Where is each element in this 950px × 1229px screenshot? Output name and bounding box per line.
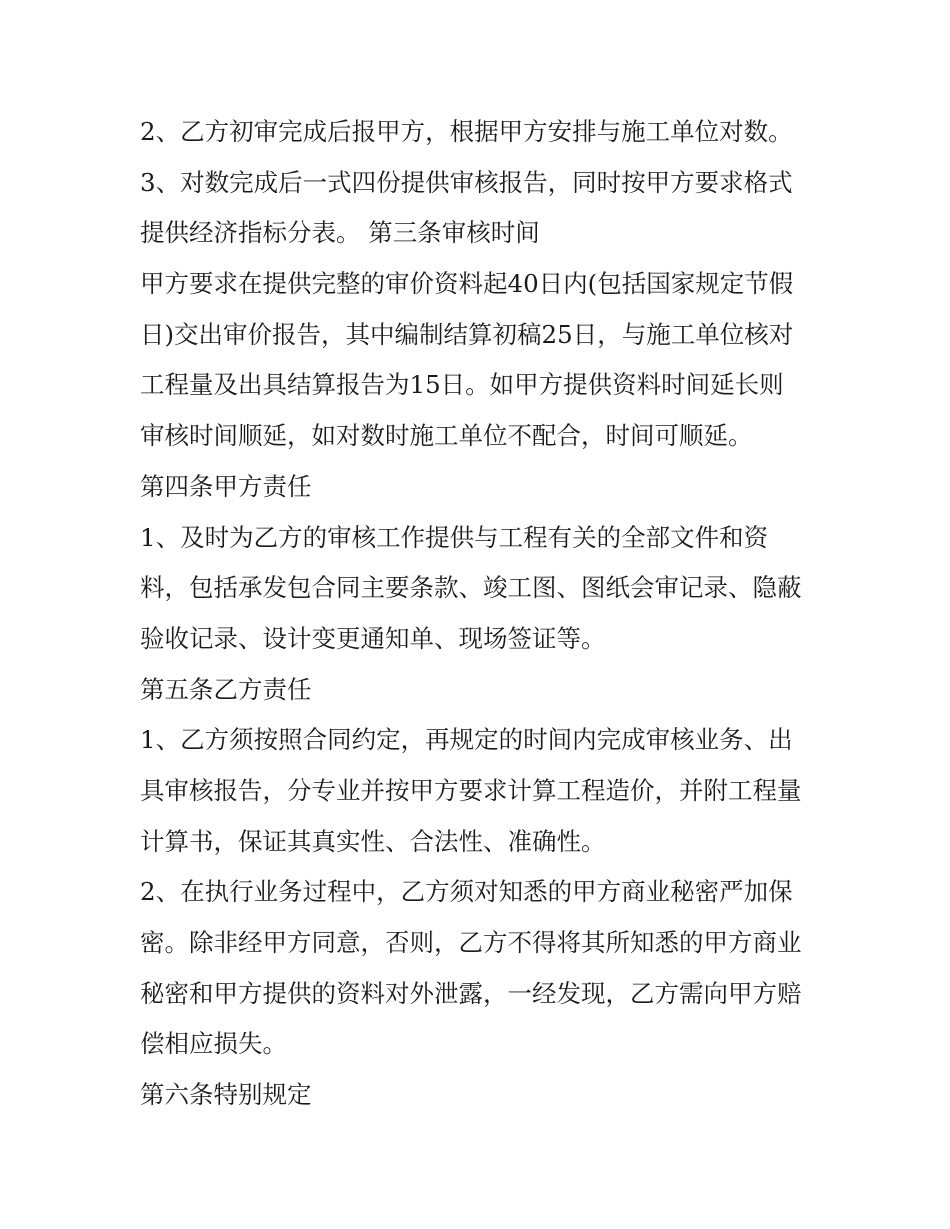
contract-body-text	[140, 107, 820, 1121]
text-line-item-2: 2、乙方初审完成后报甲方，根据甲方安排与施工单位对数。	[140, 117, 793, 146]
text-line-party-b-2: 2、在执行业务过程中，乙方须对知悉的甲方商业秘密严加保	[140, 877, 793, 907]
text-line-party-a-1: 1、及时为乙方的审核工作提供与工程有关的全部文件和资	[140, 522, 769, 552]
text-line-party-a-1-cont-2: 验收记录、设计变更通知单、现场签证等。	[140, 623, 606, 653]
text-line-party-b-1-cont-2: 计算书，保证其真实性、合法性、准确性。	[140, 826, 606, 856]
text-line-item-3: 3、对数完成后一式四份提供审核报告，同时按甲方要求格式	[140, 167, 793, 197]
text-line-audit-time-cont-3: 审核时间顺延，如对数时施工单位不配合，时间可顺延。	[140, 421, 753, 451]
text-line-audit-time-cont-1: 日)交出审价报告，其中编制结算初稿25日，与施工单位核对	[140, 319, 794, 349]
section-heading-special-provisions: 第六条特别规定	[140, 1080, 312, 1110]
text-line-party-b-1: 1、乙方须按照合同约定，再规定的时间内完成审核业务、出	[140, 725, 793, 755]
text-line-party-b-1-cont-1: 具审核报告，分专业并按甲方要求计算工程造价，并附工程量	[140, 775, 802, 805]
text-line-party-b-2-cont-3: 偿相应损失。	[140, 1029, 287, 1059]
section-heading-party-b: 第五条乙方责任	[140, 674, 312, 704]
text-line-party-b-2-cont-2: 秘密和甲方提供的资料对外泄露，一经发现，乙方需向甲方赔	[140, 978, 802, 1008]
text-line-item-3-cont: 提供经济指标分表。 第三条审核时间	[140, 218, 540, 248]
text-line-party-b-2-cont-1: 密。除非经甲方同意，否则，乙方不得将其所知悉的甲方商业	[140, 928, 802, 957]
text-line-audit-time-cont-2: 工程量及出具结算报告为15日。如甲方提供资料时间延长则	[140, 370, 784, 400]
text-line-party-a-1-cont-1: 料，包括承发包合同主要条款、竣工图、图纸会审记录、隐蔽	[140, 573, 802, 603]
text-line-audit-time: 甲方要求在提供完整的审价资料起40日内(包括国家规定节假	[140, 269, 794, 299]
section-heading-party-a: 第四条甲方责任	[140, 471, 312, 501]
